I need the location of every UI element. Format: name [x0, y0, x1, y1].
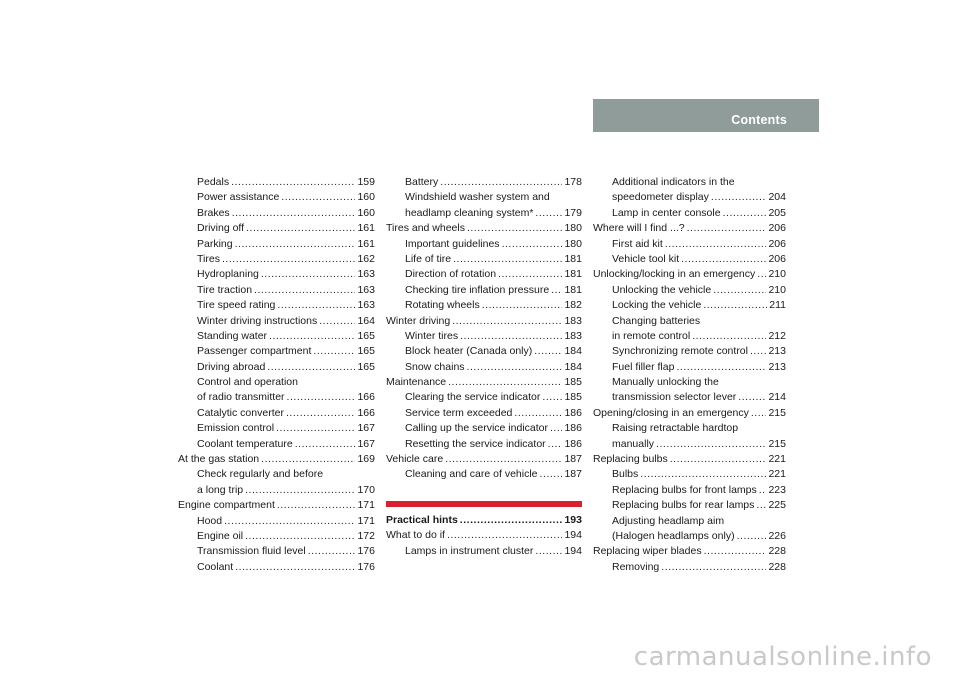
toc-entry-title: Engine oil — [197, 529, 244, 542]
dot-leader — [245, 529, 355, 544]
toc-entry-title: Unlocking the vehicle — [612, 283, 712, 296]
toc-entry-title: Check regularly and before — [197, 468, 324, 481]
toc-subentry — [386, 544, 582, 559]
toc-page-number: 165 — [357, 329, 375, 342]
toc-page-number: 160 — [357, 206, 375, 219]
toc-entry-title: Coolant — [197, 560, 234, 573]
dot-leader — [232, 206, 356, 221]
toc-subentry — [386, 237, 582, 252]
toc-entry-title: Hydroplaning — [197, 268, 259, 281]
dot-leader — [277, 298, 355, 313]
toc-entry-title: a long trip — [197, 483, 244, 496]
toc-subentry — [593, 190, 786, 205]
toc-entry-title: Windshield washer system and — [405, 191, 550, 204]
toc-entry-title: Changing batteries — [612, 314, 701, 327]
dot-leader — [286, 406, 356, 421]
toc-entry — [386, 314, 582, 329]
toc-subentry — [593, 237, 786, 252]
toc-page-number: 172 — [357, 529, 375, 542]
toc-subentry — [178, 421, 375, 436]
toc-subentry — [593, 437, 786, 452]
toc-entry-title: Engine compartment — [178, 499, 275, 512]
toc-subentry — [386, 206, 582, 221]
toc-page-number: 181 — [564, 268, 582, 281]
toc-entry — [178, 498, 375, 513]
toc-page-number: 171 — [357, 499, 375, 512]
dot-leader — [723, 206, 767, 221]
toc-subentry — [593, 514, 786, 529]
toc-page-number: 161 — [357, 237, 375, 250]
dot-leader — [738, 390, 766, 405]
toc-entry-title: Brakes — [197, 206, 230, 219]
toc-subentry — [593, 175, 786, 190]
toc-page-number: 178 — [564, 176, 582, 188]
toc-page-number: 183 — [564, 329, 582, 342]
dot-leader — [757, 267, 766, 282]
toc-page-number: 160 — [357, 191, 375, 204]
toc-page-number: 180 — [564, 237, 582, 250]
toc-entry-title: Rotating wheels — [405, 299, 480, 312]
toc-subentry — [386, 344, 582, 359]
page-title: Contents — [731, 113, 787, 127]
toc-entry — [386, 528, 582, 543]
toc-entry-title: Life of tire — [405, 252, 452, 265]
toc-entry-title: Replacing bulbs — [593, 453, 668, 466]
dot-leader — [231, 175, 355, 190]
dot-leader — [704, 544, 767, 559]
toc-page-number: 166 — [357, 406, 375, 419]
toc-page-number: 184 — [564, 360, 582, 373]
toc-subentry — [178, 560, 375, 575]
toc-page-number: 163 — [357, 283, 375, 296]
toc-entry-title: Vehicle tool kit — [612, 252, 680, 265]
toc-entry-title: Manually unlocking the — [612, 376, 719, 389]
dot-leader — [535, 206, 562, 221]
toc-entry-title: First aid kit — [612, 237, 663, 250]
dot-leader — [534, 344, 562, 359]
toc-page-number: 210 — [768, 283, 786, 296]
dot-leader — [692, 329, 766, 344]
toc-subentry — [386, 329, 582, 344]
dot-leader — [222, 252, 356, 267]
toc-entry-title: Vehicle care — [386, 453, 444, 466]
toc-entry — [593, 544, 786, 559]
toc-entry-title: Tires — [197, 252, 220, 265]
toc-entry-title: Driving off — [197, 222, 245, 235]
toc-page-number: 183 — [564, 314, 582, 327]
dot-leader — [281, 190, 355, 205]
dot-leader — [551, 283, 562, 298]
dot-leader — [448, 375, 562, 390]
toc-entry-title: Winter driving — [386, 314, 451, 327]
toc-page-number: 210 — [768, 268, 786, 281]
toc-entry — [386, 513, 582, 528]
toc-subentry — [178, 175, 375, 190]
dot-leader — [514, 406, 562, 421]
toc-entry — [386, 375, 582, 390]
dot-leader — [550, 421, 562, 436]
toc-entry — [593, 267, 786, 282]
toc-subentry — [593, 329, 786, 344]
dot-leader — [313, 344, 355, 359]
toc-subentry — [178, 206, 375, 221]
toc-entry-title: Lamp in center console — [612, 206, 721, 219]
toc-entry-title: At the gas station — [178, 453, 260, 466]
toc-subentry — [178, 467, 375, 482]
toc-page-number: 181 — [564, 283, 582, 296]
toc-page-number: 214 — [768, 391, 786, 404]
toc-entry-title: Battery — [405, 176, 439, 188]
toc-subentry — [386, 360, 582, 375]
toc-entry-title: Synchronizing remote control — [612, 345, 748, 358]
toc-subentry — [593, 390, 786, 405]
toc-subentry — [593, 252, 786, 267]
dot-leader — [295, 437, 356, 452]
toc-entry-title: Lamps in instrument cluster — [405, 544, 534, 557]
toc-page-number: 176 — [357, 545, 375, 558]
toc-entry-title: Catalytic converter — [197, 406, 284, 419]
toc-entry-title: Opening/closing in an emergency — [593, 406, 749, 419]
toc-page-number: 193 — [564, 513, 582, 526]
toc-page-number: 163 — [357, 268, 375, 281]
toc-subentry — [386, 298, 582, 313]
dot-leader — [277, 498, 356, 513]
toc-entry-title: of radio transmitter — [197, 391, 285, 404]
toc-page-number: 171 — [357, 514, 375, 527]
toc-entry-title: Replacing bulbs for rear lamps — [612, 499, 755, 512]
dot-leader — [261, 452, 355, 467]
toc-entry-title: Unlocking/locking in an emergency — [593, 268, 756, 281]
toc-page-number: 163 — [357, 299, 375, 312]
toc-entry-title: Winter tires — [405, 329, 459, 342]
toc-page-number: 213 — [768, 360, 786, 373]
dot-leader — [452, 314, 562, 329]
dot-leader — [482, 298, 563, 313]
toc-entry-title: transmission selector lever — [612, 391, 737, 404]
toc-page-number: 205 — [768, 206, 786, 219]
toc-entry-title: Replacing bulbs for front lamps — [612, 483, 757, 496]
toc-entry-title: Fuel filler flap — [612, 360, 675, 373]
dot-leader — [665, 237, 767, 252]
dot-leader — [245, 483, 355, 498]
toc-subentry — [178, 514, 375, 529]
toc-subentry — [386, 267, 582, 282]
dot-leader — [640, 467, 766, 482]
toc-subentry — [593, 483, 786, 498]
toc-page-number: 194 — [564, 544, 582, 557]
toc-subentry — [178, 437, 375, 452]
toc-page-number: 213 — [768, 345, 786, 358]
toc-entry — [386, 221, 582, 236]
toc-page-number: 221 — [768, 453, 786, 466]
watermark: carmanualsonline.info — [633, 642, 932, 672]
toc-page-number: 187 — [564, 468, 582, 481]
dot-leader — [737, 529, 767, 544]
toc-subentry — [178, 252, 375, 267]
toc-subentry — [178, 344, 375, 359]
toc-page-number: 221 — [768, 468, 786, 481]
toc-entry-title: Tire speed rating — [197, 299, 276, 312]
dot-leader — [656, 437, 766, 452]
toc-page-number: 159 — [357, 176, 375, 188]
toc-page-number: 179 — [564, 206, 582, 219]
toc-page-number: 215 — [768, 437, 786, 450]
toc-entry-title: Block heater (Canada only) — [405, 345, 533, 358]
dot-leader — [467, 360, 563, 375]
toc-page-number: 194 — [564, 529, 582, 542]
toc-entry-title: Maintenance — [386, 376, 447, 389]
toc-list-upper — [386, 175, 582, 483]
toc-entry — [593, 452, 786, 467]
toc-subentry — [593, 283, 786, 298]
toc-page-number: 228 — [768, 545, 786, 558]
toc-subentry — [386, 190, 582, 205]
dot-leader — [751, 406, 767, 421]
dot-leader — [460, 513, 563, 528]
toc-subentry — [178, 544, 375, 559]
toc-entry-title: Additional indicators in the — [612, 176, 735, 188]
dot-leader — [267, 360, 355, 375]
section-divider-bar — [386, 501, 582, 507]
toc-subentry — [593, 421, 786, 436]
toc-page-number: 225 — [768, 499, 786, 512]
toc-page-number: 165 — [357, 345, 375, 358]
toc-entry — [593, 406, 786, 421]
toc-entry-title: Important guidelines — [405, 237, 500, 250]
toc-entry-title: speedometer display — [612, 191, 709, 204]
dot-leader — [440, 175, 562, 190]
toc-entry-title: Hood — [197, 514, 223, 527]
toc-entry — [386, 452, 582, 467]
dot-leader — [467, 221, 562, 236]
toc-entry-title: Removing — [612, 560, 660, 573]
toc-subentry — [593, 344, 786, 359]
toc-page-number: 206 — [768, 222, 786, 235]
dot-leader — [676, 360, 766, 375]
toc-page-number: 167 — [357, 422, 375, 435]
toc-subentry — [178, 283, 375, 298]
dot-leader — [261, 267, 356, 282]
toc-page-number: 223 — [768, 483, 786, 496]
toc-subentry — [178, 360, 375, 375]
toc-subentry — [386, 175, 582, 190]
dot-leader — [713, 283, 766, 298]
toc-entry-title: Raising retractable hardtop — [612, 422, 739, 435]
toc-subentry — [593, 560, 786, 575]
toc-subentry — [178, 221, 375, 236]
toc-subentry — [593, 529, 786, 544]
toc-entry-title: Replacing wiper blades — [593, 545, 702, 558]
toc-page-number: 226 — [768, 529, 786, 542]
toc-subentry — [593, 467, 786, 482]
dot-leader — [687, 221, 767, 236]
toc-page-number: 211 — [769, 299, 786, 312]
dot-leader — [670, 452, 767, 467]
toc-entry — [593, 221, 786, 236]
toc-entry-title: Power assistance — [197, 191, 280, 204]
dot-leader — [308, 544, 356, 559]
toc-entry-title: Transmission fluid level — [197, 545, 306, 558]
toc-page-number: 181 — [564, 252, 582, 265]
dot-leader — [254, 283, 355, 298]
toc-subentry — [386, 252, 582, 267]
toc-entry-title: Coolant temperature — [197, 437, 293, 450]
toc-column-2 — [386, 175, 582, 559]
dot-leader — [287, 390, 356, 405]
dot-leader — [445, 452, 562, 467]
toc-entry-title: Locking the vehicle — [612, 299, 702, 312]
dot-leader — [224, 514, 355, 529]
toc-page-number: 166 — [357, 391, 375, 404]
dot-leader — [269, 329, 355, 344]
toc-page-number: 215 — [768, 406, 786, 419]
dot-leader — [498, 267, 562, 282]
toc-entry-title: Control and operation — [197, 376, 298, 389]
dot-leader — [319, 314, 355, 329]
toc-subentry — [178, 314, 375, 329]
toc-entry-title: Winter driving instructions — [197, 314, 318, 327]
toc-subentry — [178, 329, 375, 344]
toc-subentry — [593, 206, 786, 221]
dot-leader — [703, 298, 767, 313]
toc-page-number: 164 — [357, 314, 375, 327]
toc-subentry — [178, 267, 375, 282]
dot-leader — [756, 498, 766, 513]
toc-page-number: 161 — [357, 222, 375, 235]
toc-page-number: 169 — [357, 453, 375, 466]
dot-leader — [246, 221, 355, 236]
toc-entry-title: Emission control — [197, 422, 275, 435]
section-header — [593, 99, 819, 132]
toc-page-number: 170 — [357, 483, 375, 496]
toc-entry-title: Adjusting headlamp aim — [612, 514, 725, 527]
toc-entry-title: (Halogen headlamps only) — [612, 529, 735, 542]
toc-column-3 — [593, 175, 786, 575]
toc-page-number: 180 — [564, 222, 582, 235]
toc-page-number: 184 — [564, 345, 582, 358]
toc-entry-title: What to do if — [386, 529, 445, 542]
toc-page-number: 176 — [357, 560, 375, 573]
toc-page-number: 187 — [564, 453, 582, 466]
toc-subentry — [386, 390, 582, 405]
dot-leader — [750, 344, 766, 359]
toc-entry-title: headlamp cleaning system* — [405, 206, 534, 219]
toc-page-number: 162 — [357, 252, 375, 265]
toc-page-number: 212 — [768, 329, 786, 342]
toc-subentry — [178, 375, 375, 390]
toc-entry-title: Where will I find ...? — [593, 222, 685, 235]
toc-column-1 — [178, 175, 375, 575]
toc-subentry — [386, 283, 582, 298]
dot-leader — [542, 390, 562, 405]
toc-page-number: 185 — [564, 376, 582, 389]
toc-entry-title: Cleaning and care of vehicle — [405, 468, 538, 481]
toc-subentry — [593, 298, 786, 313]
toc-entry-title: Clearing the service indicator — [405, 391, 541, 404]
toc-entry-title: Pedals — [197, 176, 230, 188]
toc-page-number: 206 — [768, 252, 786, 265]
toc-entry-title: Checking tire inflation pressure — [405, 283, 550, 296]
toc-entry-title: Service term exceeded — [405, 406, 513, 419]
toc-subentry — [593, 314, 786, 329]
toc-entry — [178, 452, 375, 467]
toc-entry-title: Driving abroad — [197, 360, 266, 373]
toc-subentry — [178, 529, 375, 544]
toc-subentry — [386, 406, 582, 421]
toc-entry-title: in remote control — [612, 329, 691, 342]
toc-subentry — [386, 437, 582, 452]
toc-page-number: 182 — [564, 299, 582, 312]
toc-page-number: 204 — [768, 191, 786, 204]
dot-leader — [540, 467, 563, 482]
dot-leader — [681, 252, 766, 267]
toc-page-number: 165 — [357, 360, 375, 373]
toc-entry-title: Calling up the service indicator — [405, 422, 548, 435]
dot-leader — [460, 329, 562, 344]
dot-leader — [453, 252, 562, 267]
toc-page-number: 185 — [564, 391, 582, 404]
dot-leader — [661, 560, 766, 575]
dot-leader — [535, 544, 562, 559]
toc-subentry — [178, 237, 375, 252]
dot-leader — [759, 483, 767, 498]
toc-page-number: 186 — [564, 406, 582, 419]
toc-entry-title: Direction of rotation — [405, 268, 497, 281]
toc-list-practical-hints — [386, 513, 582, 559]
dot-leader — [447, 528, 563, 543]
toc-entry-title: Tires and wheels — [386, 222, 465, 235]
toc-entry-title: Practical hints — [386, 513, 458, 526]
toc-subentry — [593, 498, 786, 513]
toc-entry-title: Standing water — [197, 329, 268, 342]
toc-subentry — [178, 483, 375, 498]
toc-entry-title: Parking — [197, 237, 233, 250]
toc-page-number: 186 — [564, 437, 582, 450]
dot-leader — [711, 190, 767, 205]
toc-entry-title: Passenger compartment — [197, 345, 312, 358]
toc-page-number: 206 — [768, 237, 786, 250]
dot-leader — [502, 237, 563, 252]
toc-entry-title: Tire traction — [197, 283, 253, 296]
toc-entry-title: Resetting the service indicator — [405, 437, 546, 450]
toc-page-number: 186 — [564, 422, 582, 435]
toc-subentry — [386, 467, 582, 482]
dot-leader — [276, 421, 355, 436]
toc-page-number: 228 — [768, 560, 786, 573]
dot-leader — [548, 437, 563, 452]
toc-subentry — [178, 390, 375, 405]
dot-leader — [235, 237, 356, 252]
toc-entry-title: Snow chains — [405, 360, 465, 373]
toc-subentry — [178, 298, 375, 313]
toc-subentry — [593, 375, 786, 390]
dot-leader — [235, 560, 355, 575]
toc-subentry — [178, 190, 375, 205]
toc-subentry — [386, 421, 582, 436]
toc-subentry — [593, 360, 786, 375]
toc-page-number: 167 — [357, 437, 375, 450]
toc-subentry — [178, 406, 375, 421]
toc-entry-title: manually — [612, 437, 655, 450]
toc-entry-title: Bulbs — [612, 468, 639, 481]
